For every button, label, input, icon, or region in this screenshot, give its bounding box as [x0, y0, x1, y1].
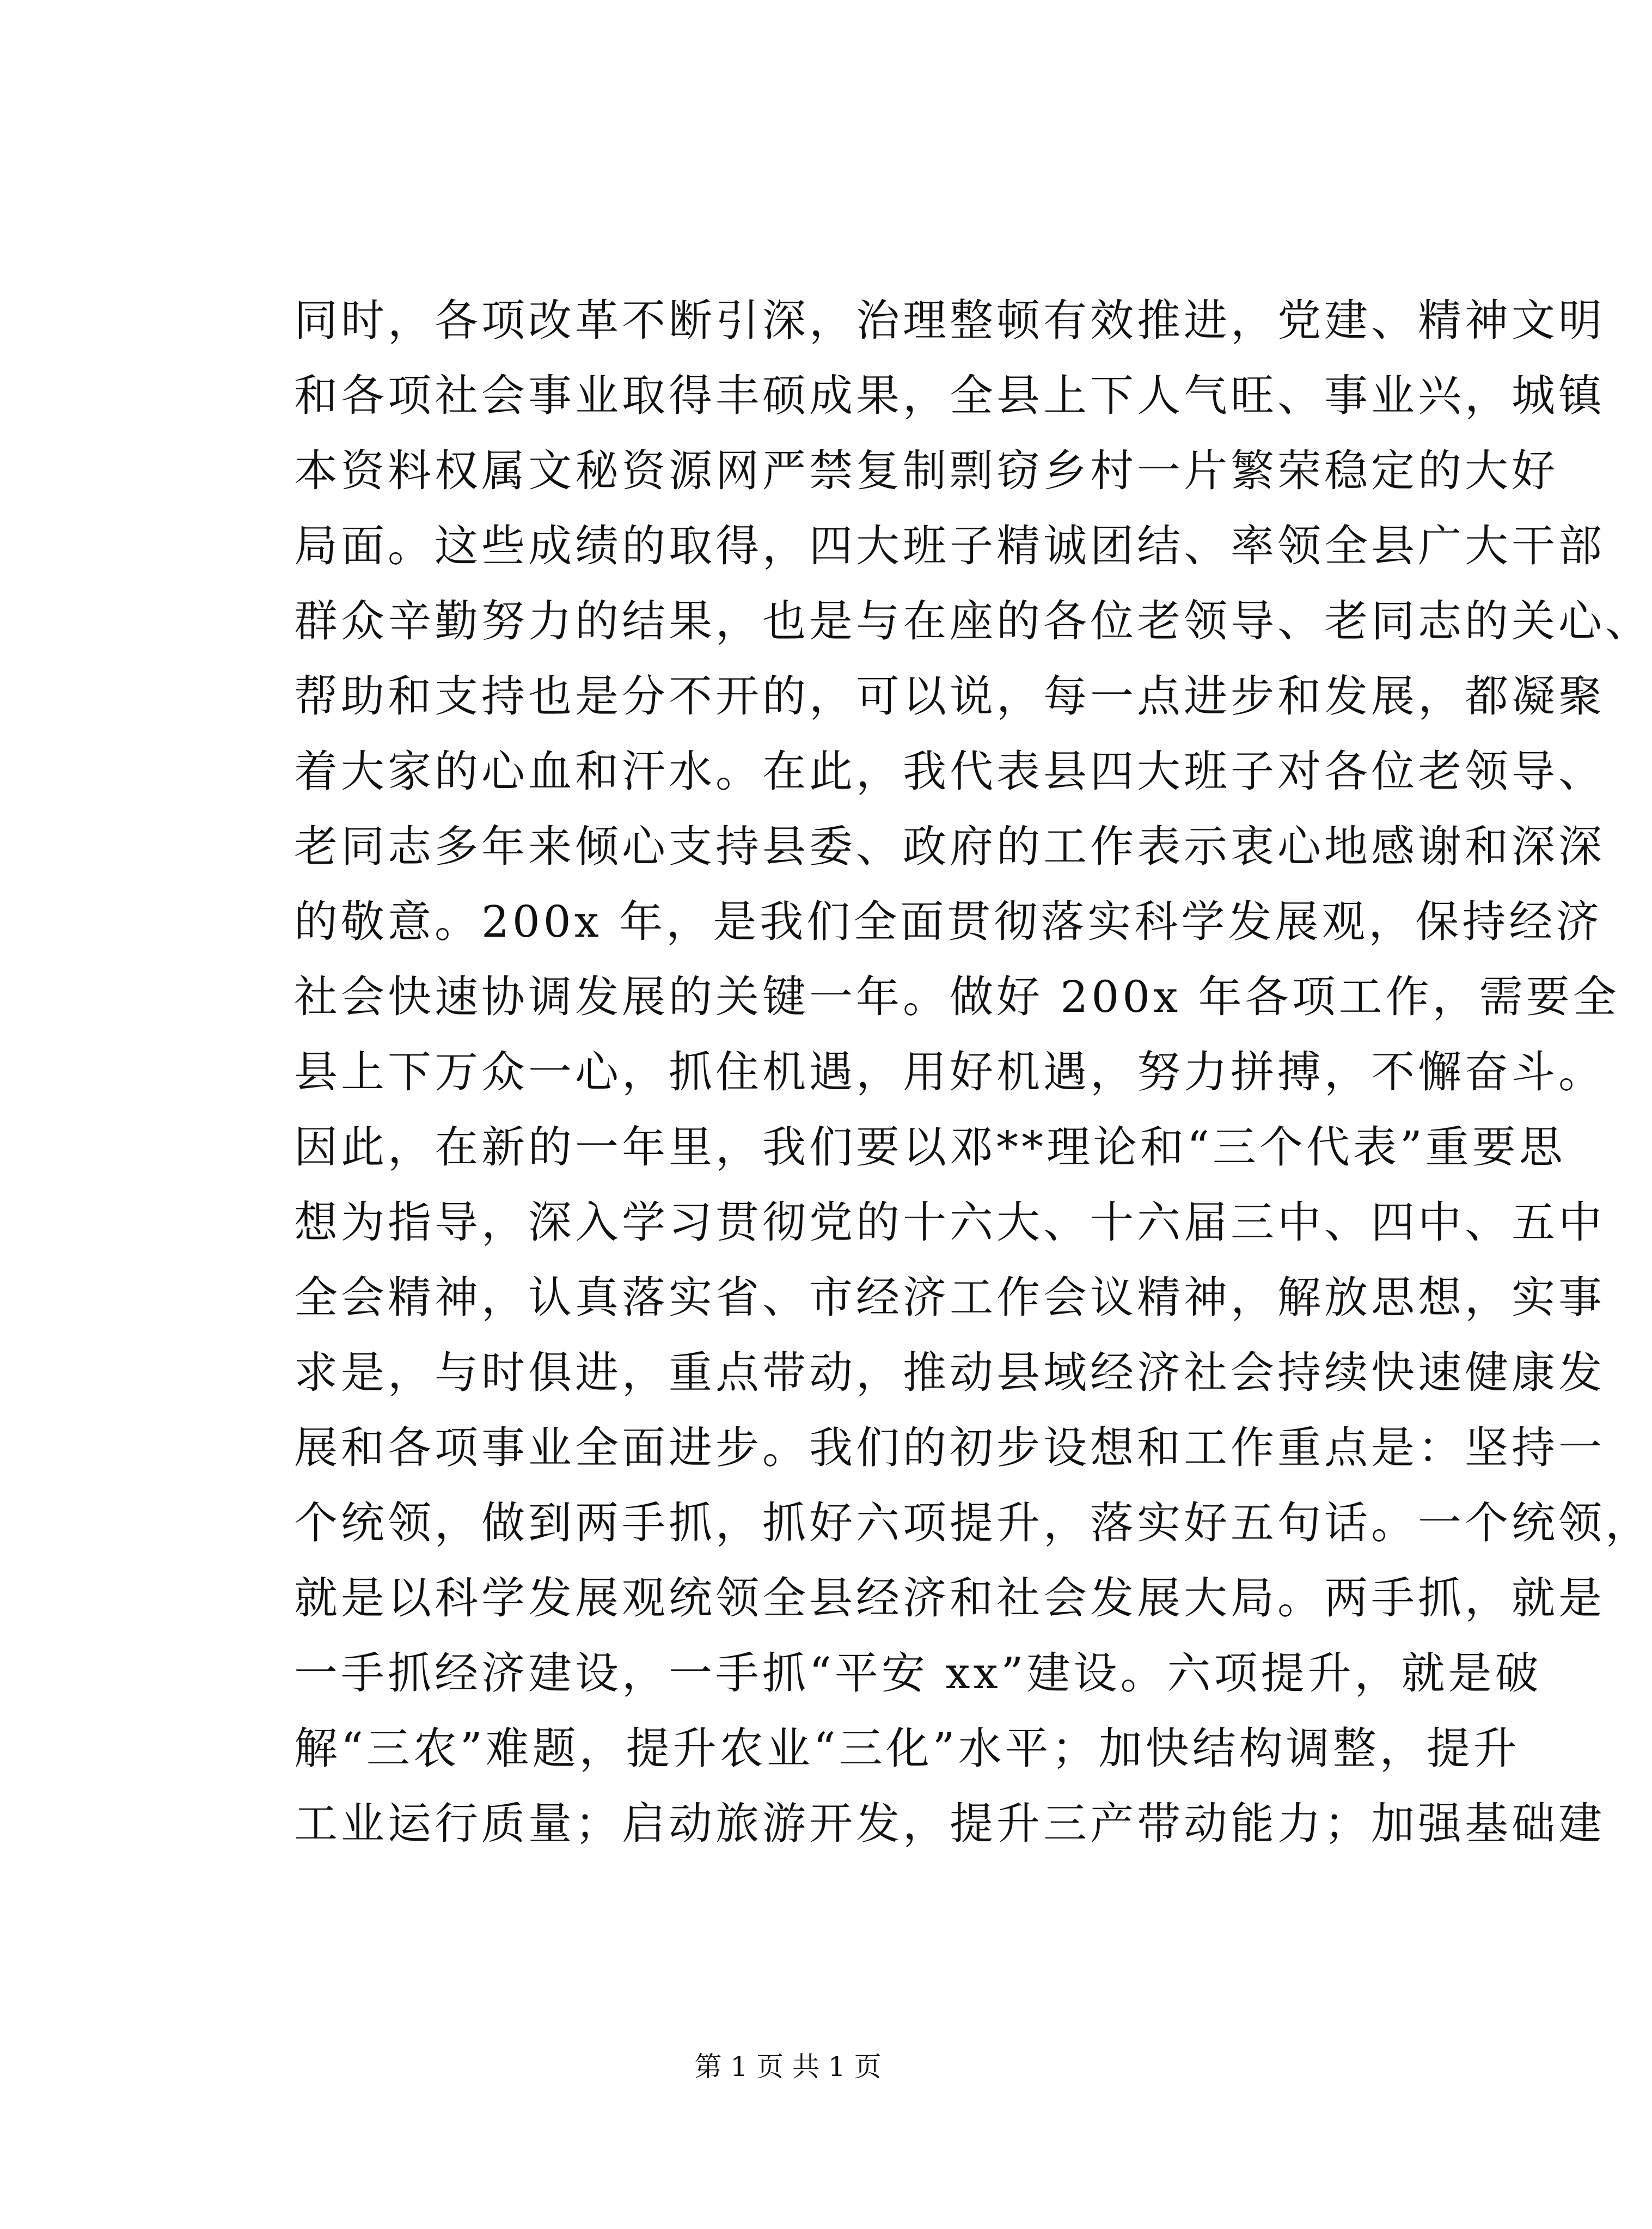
text-line-14: 全会精神，认真落实省、市经济工作会议精神，解放思想，实事: [294, 1272, 1605, 1323]
text-line-8: 老同志多年来倾心支持县委、政府的工作表示衷心地感谢和深深: [294, 821, 1605, 872]
text-line-18: 就是以科学发展观统领全县经济和社会发展大局。两手抓，就是: [294, 1573, 1605, 1623]
text-line-20: 解“三农”难题，提升农业“三化”水平；加快结构调整，提升: [294, 1723, 1520, 1774]
page-number-footer: 第 1 页 共 1 页: [694, 2051, 882, 2083]
text-line-4: 局面。这些成绩的取得，四大班子精诚团结、率领全县广大干部: [294, 521, 1605, 571]
text-line-11: 县上下万众一心，抓住机遇，用好机遇，努力拼搏，不懈奋斗。: [294, 1047, 1605, 1097]
text-line-6: 帮助和支持也是分不开的，可以说，每一点进步和发展，都凝聚: [294, 671, 1605, 722]
text-line-16: 展和各项事业全面进步。我们的初步设想和工作重点是：坚持一: [294, 1422, 1605, 1473]
text-line-7: 着大家的心血和汗水。在此，我代表县四大班子对各位老领导、: [294, 746, 1605, 797]
text-line-9: 的敬意。200x 年，是我们全面贯彻落实科学发展观，保持经济: [294, 896, 1603, 947]
text-line-2: 和各项社会事业取得丰硕成果，全县上下人气旺、事业兴，城镇: [294, 370, 1605, 421]
text-line-5: 群众辛勤努力的结果，也是与在座的各位老领导、老同志的关心、: [294, 596, 1652, 646]
text-line-19: 一手抓经济建设，一手抓“平安 xx”建设。六项提升，就是破: [294, 1648, 1542, 1699]
body-text: [294, 283, 1652, 1861]
text-line-10: 社会快速协调发展的关键一年。做好 200x 年各项工作，需要全: [294, 972, 1620, 1022]
text-line-12: 因此，在新的一年里，我们要以邓**理论和“三个代表”重要思: [294, 1122, 1566, 1172]
text-line-15: 求是，与时俱进，重点带动，推动县域经济社会持续快速健康发: [294, 1347, 1605, 1398]
text-line-1: 同时，各项改革不断引深，治理整顿有效推进，党建、精神文明: [294, 295, 1605, 346]
text-line-13: 想为指导，深入学习贯彻党的十六大、十六届三中、四中、五中: [294, 1197, 1605, 1248]
text-line-17: 个统领，做到两手抓，抓好六项提升，落实好五句话。一个统领，: [294, 1498, 1652, 1548]
text-line-21: 工业运行质量；启动旅游开发，提升三产带动能力；加强基础建: [294, 1798, 1605, 1849]
text-line-3: 本资料权属文秘资源网严禁复制剽窃乡村一片繁荣稳定的大好: [294, 445, 1558, 496]
